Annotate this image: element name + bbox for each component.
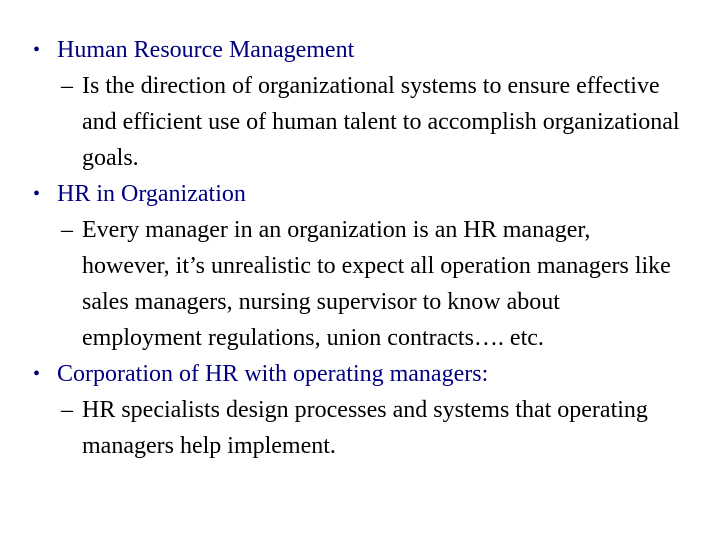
bullet-hr-in-organization xyxy=(33,176,700,212)
bullet-dot-icon: • xyxy=(33,183,41,205)
bullet-corporation-of-hr xyxy=(33,356,700,392)
bullet-text: Human Resource Management xyxy=(57,37,355,63)
sub-bullet-text: HR specialists design processes and systems that operating managers help implement. xyxy=(82,397,648,459)
sub-bullet-hrm-definition xyxy=(61,68,680,176)
dash-icon: – xyxy=(61,217,73,243)
bullet-text: HR in Organization xyxy=(57,181,246,207)
bullet-human-resource-management xyxy=(33,32,700,68)
dash-icon: – xyxy=(61,397,73,423)
sub-bullet-every-manager xyxy=(61,212,680,356)
dash-icon: – xyxy=(61,73,73,99)
bullet-text: Corporation of HR with operating managers: xyxy=(57,361,489,387)
sub-bullet-text: Every manager in an organization is an HR manager, however, it’s unrealistic to expect all operation managers like sales managers, nursing supervisor to know about employment regulations, union contracts…. etc. xyxy=(82,217,671,351)
bullet-dot-icon: • xyxy=(33,39,41,61)
sub-bullet-hr-specialists xyxy=(61,392,680,464)
sub-bullet-text: Is the direction of organizational systems to ensure effective and efficient use of human talent to accomplish organizational goals. xyxy=(82,73,680,171)
bullet-dot-icon: • xyxy=(33,363,41,385)
